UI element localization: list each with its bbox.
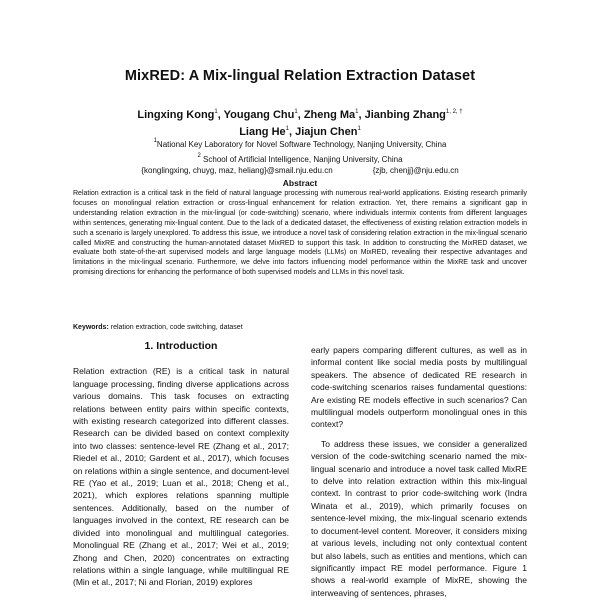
right-column: [311, 344, 527, 599]
author-sep: ,: [297, 109, 304, 121]
abstract-heading: Abstract: [282, 178, 318, 188]
email-group-1: {konglingxing, chuyg, maz, heliang}@smail.nju.edu.cn: [141, 166, 333, 175]
author-sup: 1: [294, 109, 298, 115]
keywords-list: relation extraction, code switching, dataset: [108, 324, 243, 331]
abstract-body: Relation extraction is a critical task in the field of natural language processing with numerous real-world applications. Existing research primarily focuses on monolingual relation extraction or cross-lingual enhancement for relation extraction. Yet, there remains a significant gap in understanding relation extraction in the mix-lingual (or code-switching) scenario, where individuals intermix contents from different languages within sentences, generating mix-lingual content. Due to the lack of a dedicated dataset, the effectiveness of existing relation extraction models in such a scenario is largely unexplored. To address this issue, we introduce a novel task of considering relation extraction in the mix-lingual scenario called MixRE and constructing the human-annotated dataset MixRED to support this task. In addition to constructing the MixRED dataset, we evaluate both state-of-the-art supervised models and large language models (LLMs) on MixRED, revealing their respective advantages and limitations in the mix-lingual scenario. Furthermore, we delve into factors influencing model performance within the MixRE task and uncover promising directions for enhancing the performance of both supervised models and LLMs in this novel task.: [73, 190, 527, 277]
keywords: [73, 323, 527, 333]
author-sep: ,: [288, 126, 296, 138]
author-sup: 1: [357, 126, 361, 132]
affiliation-text: School of Artificial Intelligence, Nanjing University, China: [203, 154, 403, 164]
author-list: [60, 105, 540, 139]
author-name: Yougang Chu: [223, 109, 295, 121]
intro-paragraph-1: Relation extraction (RE) is a critical task in natural language processing, finding diverse applications across various domains. This task focuses on extracting relations between entity pairs within specific contexts, with existing research categorized into different classes. Research can be divided based on context complexity into two classes: sentence-level RE (Zhang et al., 2017; Riedel et al., 2010; Gardent et al., 2017), which focuses on relations within a single sentence, and document-level RE (Yao et al., 2019; Luan et al., 2018; Cheng et al., 2021), which explores relations spanning multiple sentences. Additionally, based on the number of languages involved in the context, RE research can be divided into monolingual and multilingual categories. Monolingual RE (Zhang et al., 2017; Wei et al., 2019; Zhong and Chen, 2020) concentrates on extracting relations within a single language, while multilingual RE (Min et al., 2017; Ni and Florian, 2019) explores: [73, 366, 289, 588]
intro-paragraph-2: To address these issues, we consider a generalized version of the code-switching scenario named the mix-lingual scenario and introduce a novel task called MixRE to delve into relation extraction within this mix-lingual context. In contrast to prior code-switching work (Indra Winata et al., 2019), which primarily focuses on sentence-level mixing, the mix-lingual scenario extends to document-level content. Moreover, it considers mixing at various levels, including not only contextual content but also labels, such as entities and mentions, which can significantly impact RE model performance. Figure 1 shows a real-world example of MixRE, showing the interweaving of sentences, phrases,: [311, 438, 527, 598]
paper-title: MixRED: A Mix-lingual Relation Extraction Dataset: [124, 68, 476, 84]
affiliation-sup: 1: [153, 138, 157, 144]
author-name: Lingxing Kong: [137, 109, 215, 121]
author-name: Jianbing Zhang: [364, 109, 446, 121]
author-sup: 1: [355, 109, 359, 115]
author-sup: 1: [214, 109, 218, 115]
author-line-1: [60, 105, 540, 122]
affiliation-2: [60, 151, 540, 166]
left-column: [73, 340, 289, 589]
author-name: Jiajun Chen: [295, 126, 358, 138]
section-heading-introduction: 1. Introduction: [144, 340, 218, 352]
author-sep: ,: [217, 109, 224, 121]
affiliations: [60, 136, 540, 177]
keywords-label: Keywords:: [73, 324, 109, 331]
author-sep: ,: [358, 109, 365, 121]
author-name: Liang He: [239, 126, 286, 138]
author-sup: 1: [285, 126, 289, 132]
author-sup: 1, 2, †: [445, 109, 463, 115]
affiliation-1: [60, 136, 540, 151]
affiliation-text: National Key Laboratory for Novel Software Technology, Nanjing University, China: [156, 140, 447, 149]
email-group-2: {zjb, chenjj}@nju.edu.cn: [372, 166, 459, 175]
affiliation-sup: 2: [197, 152, 201, 159]
author-name: Zheng Ma: [303, 109, 356, 121]
author-emails: [60, 165, 540, 177]
intro-paragraph-continued: early papers comparing different cultures, as well as in informal content like social media posts by multilingual speakers. The absence of dedicated RE research in code-switching scenarios raises fundamental questions: Are existing RE models effective in such scenarios? Can multilingual models outperform monolingual ones in this context?: [311, 345, 527, 430]
